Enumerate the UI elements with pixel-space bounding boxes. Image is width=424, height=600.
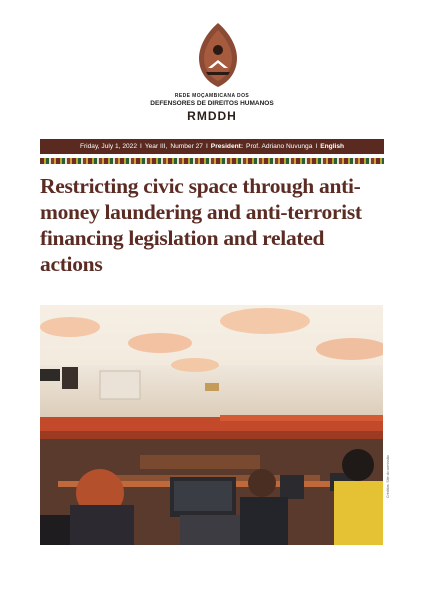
separator: I: [205, 143, 208, 150]
issue-date: Friday, July 1, 2022: [79, 143, 137, 150]
president-label: President:: [210, 143, 244, 150]
separator: I: [315, 143, 318, 150]
rmddh-logo-icon: [198, 22, 238, 88]
org-name-main: DEFENSORES DE DIREITOS HUMANOS: [150, 100, 274, 107]
president-name: Prof. Adriano Nuvunga: [246, 143, 313, 150]
decorative-pattern-strip: [40, 158, 384, 164]
org-acronym: RMDDH: [187, 109, 237, 123]
issue-year: Year III,: [144, 143, 168, 150]
issue-info-bar: [40, 139, 384, 154]
separator: I: [140, 143, 142, 150]
org-name-top: REDE MOÇAMBICANA DOS: [174, 93, 250, 99]
language-label: English: [320, 143, 345, 150]
issue-number: Number 27: [170, 143, 203, 150]
plenary-hall-photo: [40, 305, 383, 545]
headline: Restricting civic space through anti-money laundering and anti-terrorist financing legislation and related actions: [40, 174, 362, 276]
photo-credit: Créditos: Site do comissão: [386, 455, 390, 498]
